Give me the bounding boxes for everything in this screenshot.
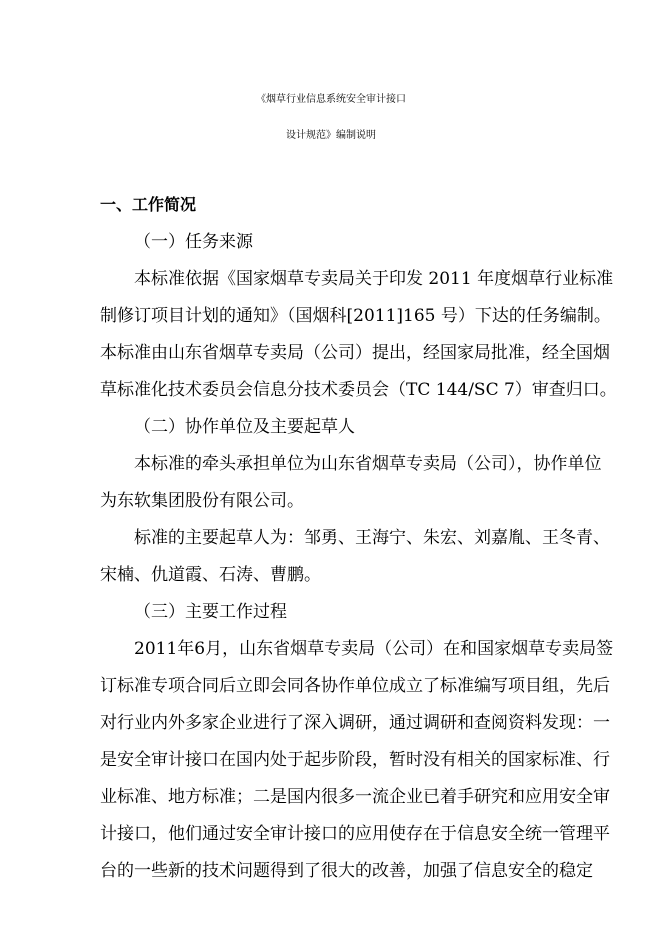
- subsection-heading-collaborators: （二）协作单位及主要起草人: [134, 417, 355, 437]
- paragraph-lead-unit-line: 本标准的牵头承担单位为山东省烟草专卖局（公司），协作单位: [134, 454, 602, 474]
- paragraph-drafters-line: 标准的主要起草人为：邹勇、王海宁、朱宏、刘嘉胤、王冬青、: [134, 528, 610, 548]
- paragraph-lead-unit-line: 为东软集团股份有限公司。: [100, 491, 304, 511]
- paragraph-task-source-line: 草标准化技术委员会信息分技术委员会（TC 144/SC 7）审查归口。: [100, 380, 617, 400]
- subsection-heading-work-process: （三）主要工作过程: [134, 602, 287, 622]
- section-heading-work-overview: 一、工作简况: [100, 195, 197, 214]
- paragraph-work-process-line: 对行业内外多家企业进行了深入调研，通过调研和查阅资料发现：一: [100, 713, 610, 733]
- paragraph-task-source-line: 制修订项目计划的通知》（国烟科[2011]165 号）下达的任务编制。: [100, 306, 611, 326]
- paragraph-work-process-line: 计接口，他们通过安全审计接口的应用使存在于信息安全统一管理平: [100, 824, 610, 844]
- paragraph-work-process-line: 2011年6月，山东省烟草专卖局（公司）在和国家烟草专卖局签: [134, 639, 614, 659]
- document-title-line-1: 《烟草行业信息系统安全审计接口: [256, 94, 406, 105]
- paragraph-drafters-line: 宋楠、仇道霞、石涛、曹鹏。: [100, 565, 321, 585]
- paragraph-work-process-line: 是安全审计接口在国内处于起步阶段，暂时没有相关的国家标准、行: [100, 750, 610, 770]
- paragraph-task-source-line: 本标准由山东省烟草专卖局（公司）提出，经国家局批准，经全国烟: [100, 343, 610, 363]
- paragraph-work-process-line: 业标准、地方标准；二是国内很多一流企业已着手研究和应用安全审: [100, 787, 610, 807]
- paragraph-work-process-line: 台的一些新的技术问题得到了很大的改善，加强了信息安全的稳定: [100, 861, 593, 881]
- subsection-heading-task-source: （一）任务来源: [134, 232, 253, 252]
- paragraph-work-process-line: 订标准专项合同后立即会同各协作单位成立了标准编写项目组，先后: [100, 676, 610, 696]
- document-title-line-2: 设计规范》编制说明: [286, 130, 376, 141]
- paragraph-task-source-line: 本标准依据《国家烟草专卖局关于印发 2011 年度烟草行业标准: [134, 269, 614, 289]
